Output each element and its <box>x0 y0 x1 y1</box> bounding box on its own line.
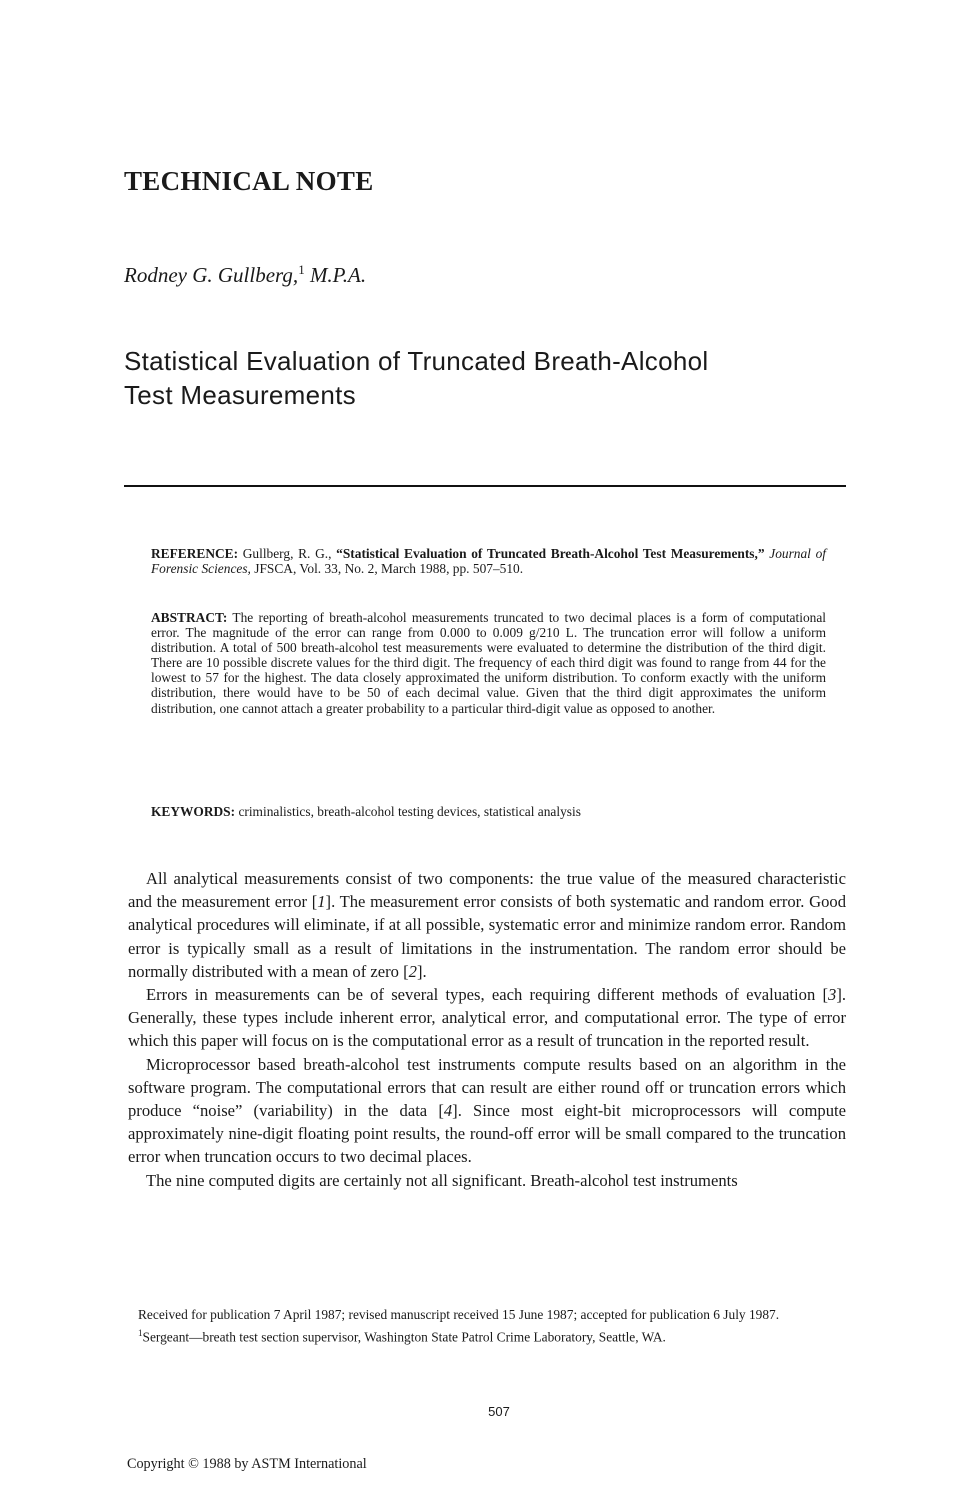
footnote-mark: 1 <box>138 1328 143 1339</box>
body-paragraph-4: The nine computed digits are certainly not all significant. Breath-alcohol test instruments <box>146 1170 738 1190</box>
article-title <box>124 344 884 412</box>
author-line <box>124 262 366 288</box>
reference-block <box>151 546 826 576</box>
body-text <box>128 867 846 1192</box>
abstract-label: ABSTRACT: <box>151 610 228 625</box>
body-p3-text-a: Microprocessor based breath-alcohol test instruments compute results based on an algorithm in the software program. The computational errors that can result are either round off or truncation errors which produce “noise” (variability) in the data [ <box>128 1054 846 1121</box>
footnote-received: Received for publication 7 April 1987; revised manuscript received 15 June 1987; accepted for publication 6 July 1987. <box>138 1307 780 1322</box>
body-p1-text-b: ]. The measurement error consists of both systematic and random error. Good analytical procedures will eliminate, if at all possible, systematic error and minimize random error. Random error is typically small as a result of limitations in the instrumentation. The random error should be normally distributed with a mean of zero [ <box>128 892 846 981</box>
author-degree: M.P.A. <box>309 263 367 287</box>
article-title-line-2: Test Measurements <box>124 380 356 410</box>
citation-ref: 1 <box>317 892 326 912</box>
reference-details: JFSCA, Vol. 33, No. 2, March 1988, pp. 507–510. <box>254 561 524 577</box>
reference-journal: Journal of Forensic Sciences, <box>151 546 827 577</box>
body-paragraph-2 <box>128 983 846 1053</box>
section-label: TECHNICAL NOTE <box>124 166 374 196</box>
keywords-block <box>151 804 826 819</box>
keywords-label: KEYWORDS: <box>151 804 236 819</box>
body-paragraph-3 <box>128 1053 846 1169</box>
keywords-text: criminalistics, breath-alcohol testing devices, statistical analysis <box>238 804 581 819</box>
abstract-block <box>151 610 826 716</box>
author-name: Rodney G. Gullberg, <box>124 263 299 287</box>
footnote-author-text: Sergeant—breath test section supervisor, Washington State Patrol Crime Laboratory, Seattle, WA. <box>142 1329 666 1345</box>
author-footnote-mark: 1 <box>298 262 305 277</box>
body-p1-text-c: ]. <box>416 961 427 981</box>
title-divider <box>124 485 846 487</box>
reference-article-title: “Statistical Evaluation of Truncated Breath-Alcohol Test Measurements,” <box>336 546 765 561</box>
abstract-text: The reporting of breath-alcohol measurements truncated to two decimal places is a form of computational error. The magnitude of the error can range from 0.000 to 0.009 g/210 L. The truncation error will follow a uniform distribution. A total of 500 breath-alcohol test measurements were evaluated to determine the distribution of the third digit. There are 10 possible discrete values for the third digit. The frequency of each third digit was found to range from 44 for the lowest to 57 for the highest. The data closely approximated the uniform distribution. To conform exactly with the uniform distribution, there would have to be 50 of each decimal value. Given that the third digit approximates the uniform distribution, one cannot attach a greater probability to a particular third-digit value as opposed to another. <box>151 610 826 716</box>
body-p1-text-a: All analytical measurements consist of two components: the true value of the measured characteristic and the measurement error [ <box>128 869 846 912</box>
body-paragraph-1 <box>128 867 846 983</box>
copyright-notice: Copyright © 1988 by ASTM International <box>127 1456 367 1472</box>
reference-authors: Gullberg, R. G., <box>242 546 332 561</box>
citation-ref: 3 <box>828 985 837 1005</box>
footnotes <box>120 1307 844 1346</box>
body-p2-text-a: Errors in measurements can be of several types, each requiring different methods of evaluation [ <box>146 985 829 1005</box>
reference-label: REFERENCE: <box>151 546 239 561</box>
article-title-line-1: Statistical Evaluation of Truncated Breath-Alcohol <box>124 346 709 376</box>
body-p3-text-b: ]. Since most eight-bit microprocessors will compute approximately nine-digit floating point results, the round-off error will be small compared to the truncation error when truncation occurs to two decimal places. <box>128 1101 846 1167</box>
citation-ref: 2 <box>408 961 417 981</box>
citation-ref: 4 <box>443 1101 453 1121</box>
footnote-author <box>120 1325 844 1346</box>
page-number: 507 <box>488 1404 510 1419</box>
body-p2-text-b: ]. Generally, these types include inherent error, analytical error, and computational error. The type of error which this paper will focus on is the computational error as a result of truncation in the reported result. <box>128 985 846 1051</box>
